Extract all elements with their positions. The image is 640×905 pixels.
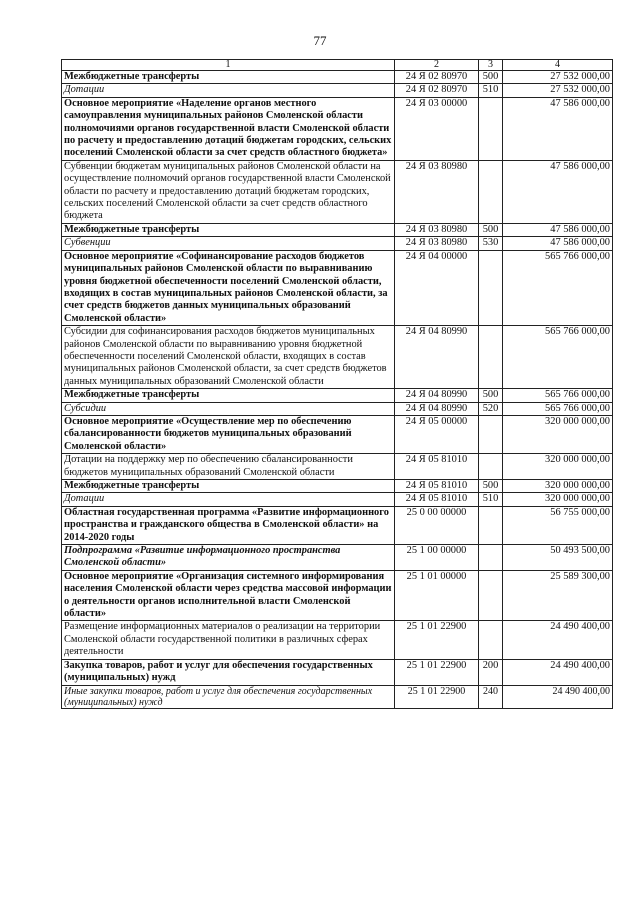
row-vr-cell (479, 506, 503, 544)
table-row (62, 71, 613, 84)
table-row (62, 506, 613, 544)
header-cell-vr: 3 (479, 60, 503, 71)
row-code-cell: 24 Я 05 81010 (395, 493, 479, 506)
row-amount-cell: 320 000 000,00 (503, 454, 613, 480)
row-amount-cell: 47 586 000,00 (503, 97, 613, 160)
table-row (62, 237, 613, 250)
row-name-cell: Иные закупки товаров, работ и услуг для обеспечения государственных (муниципальных) нужд (62, 685, 395, 709)
budget-table (61, 59, 613, 709)
row-name-cell: Межбюджетные трансферты (62, 223, 395, 236)
row-vr-cell: 500 (479, 480, 503, 493)
row-code-cell: 24 Я 02 80970 (395, 84, 479, 97)
row-vr-cell: 520 (479, 402, 503, 415)
page-number: 77 (313, 33, 327, 48)
row-code-cell: 24 Я 05 00000 (395, 415, 479, 453)
row-amount-cell: 565 766 000,00 (503, 326, 613, 389)
row-name-cell: Субвенции бюджетам муниципальных районов Смоленской области на осуществление полномочий органов государственной власти Смоленской области по расчету и предоставлению дотаций бюджетам городских, сельских поселений Смоленской области за счет средств областного бюджета (62, 160, 395, 223)
table-row (62, 545, 613, 571)
row-amount-cell: 565 766 000,00 (503, 402, 613, 415)
row-vr-cell (479, 97, 503, 160)
table-header-row (62, 60, 613, 71)
row-name-cell: Дотации (62, 84, 395, 97)
row-vr-cell: 510 (479, 493, 503, 506)
row-name-cell: Закупка товаров, работ и услуг для обеспечения государственных (муниципальных) нужд (62, 659, 395, 685)
row-vr-cell (479, 250, 503, 325)
row-code-cell: 24 Я 02 80970 (395, 71, 479, 84)
table-row (62, 415, 613, 453)
row-code-cell: 24 Я 04 80990 (395, 402, 479, 415)
row-code-cell: 24 Я 05 81010 (395, 454, 479, 480)
row-amount-cell: 24 490 400,00 (503, 685, 613, 709)
table-row (62, 570, 613, 621)
row-name-cell: Дотации (62, 493, 395, 506)
row-amount-cell: 24 490 400,00 (503, 621, 613, 659)
row-amount-cell: 320 000 000,00 (503, 415, 613, 453)
row-vr-cell: 240 (479, 685, 503, 709)
row-code-cell: 24 Я 05 81010 (395, 480, 479, 493)
row-name-cell: Основное мероприятие «Организация системного информирования населения Смоленской области через средства массовой информации о деятельности органов исполнительной власти Смоленской области» (62, 570, 395, 621)
table-row (62, 659, 613, 685)
row-code-cell: 24 Я 04 00000 (395, 250, 479, 325)
row-code-cell: 24 Я 03 80980 (395, 160, 479, 223)
row-vr-cell: 500 (479, 223, 503, 236)
row-amount-cell: 320 000 000,00 (503, 480, 613, 493)
row-amount-cell: 24 490 400,00 (503, 659, 613, 685)
row-amount-cell: 47 586 000,00 (503, 223, 613, 236)
row-vr-cell: 530 (479, 237, 503, 250)
row-vr-cell (479, 415, 503, 453)
row-name-cell: Размещение информационных материалов о реализации на территории Смоленской области государственной политики в различных сферах деятельности (62, 621, 395, 659)
row-name-cell: Межбюджетные трансферты (62, 480, 395, 493)
row-code-cell: 24 Я 04 80990 (395, 389, 479, 402)
row-code-cell: 25 1 00 00000 (395, 545, 479, 571)
row-vr-cell (479, 621, 503, 659)
row-amount-cell: 27 532 000,00 (503, 84, 613, 97)
row-code-cell: 25 0 00 00000 (395, 506, 479, 544)
row-vr-cell (479, 545, 503, 571)
table-row (62, 402, 613, 415)
row-vr-cell: 510 (479, 84, 503, 97)
table-row (62, 97, 613, 160)
row-name-cell: Основное мероприятие «Осуществление мер по обеспечению сбалансированности бюджетов муниципальных образований Смоленской области» (62, 415, 395, 453)
row-name-cell: Субсидии для софинансирования расходов бюджетов муниципальных районов Смоленской области по выравниванию уровня бюджетной обеспеченности поселений Смоленской области, входящих в состав муниципальных районов Смоленской области, за счет средств бюджетов данных муниципальных образований Смоленской области (62, 326, 395, 389)
row-name-cell: Основное мероприятие «Наделение органов местного самоуправления муниципальных районов Смоленской области полномочиями органов государственной власти Смоленской области по расчету и предоставлению дотаций бюджетам городских, сельских поселений Смоленской области за счет средств областного бюджета» (62, 97, 395, 160)
row-amount-cell: 565 766 000,00 (503, 389, 613, 402)
table-row (62, 84, 613, 97)
row-amount-cell: 47 586 000,00 (503, 237, 613, 250)
header-cell-amount: 4 (503, 60, 613, 71)
table-row (62, 480, 613, 493)
row-code-cell: 24 Я 03 80980 (395, 223, 479, 236)
row-code-cell: 25 1 01 00000 (395, 570, 479, 621)
row-amount-cell: 320 000 000,00 (503, 493, 613, 506)
table-row (62, 250, 613, 325)
row-vr-cell (479, 454, 503, 480)
row-vr-cell (479, 326, 503, 389)
row-amount-cell: 56 755 000,00 (503, 506, 613, 544)
header-cell-name: 1 (62, 60, 395, 71)
table-row (62, 160, 613, 223)
row-vr-cell: 500 (479, 71, 503, 84)
row-name-cell: Основное мероприятие «Софинансирование расходов бюджетов муниципальных районов Смоленской области по выравниванию уровня бюджетной обеспеченности поселений Смоленской области, входящих в состав муниципальных районов Смоленской области, за счет средств бюджетов данных муниципальных образований Смоленской области» (62, 250, 395, 325)
header-cell-code: 2 (395, 60, 479, 71)
row-vr-cell (479, 570, 503, 621)
row-amount-cell: 27 532 000,00 (503, 71, 613, 84)
row-code-cell: 25 1 01 22900 (395, 659, 479, 685)
row-code-cell: 24 Я 03 80980 (395, 237, 479, 250)
row-name-cell: Подпрограмма «Развитие информационного пространства Смоленской области» (62, 545, 395, 571)
row-name-cell: Межбюджетные трансферты (62, 389, 395, 402)
row-amount-cell: 50 493 500,00 (503, 545, 613, 571)
row-amount-cell: 25 589 300,00 (503, 570, 613, 621)
row-code-cell: 25 1 01 22900 (395, 621, 479, 659)
row-amount-cell: 565 766 000,00 (503, 250, 613, 325)
row-name-cell: Субсидии (62, 402, 395, 415)
row-code-cell: 25 1 01 22900 (395, 685, 479, 709)
row-vr-cell: 500 (479, 389, 503, 402)
row-code-cell: 24 Я 03 00000 (395, 97, 479, 160)
row-code-cell: 24 Я 04 80990 (395, 326, 479, 389)
table-row (62, 454, 613, 480)
row-name-cell: Областная государственная программа «Развитие информационного пространства и гражданского общества в Смоленской области» на 2014-2020 годы (62, 506, 395, 544)
row-name-cell: Субвенции (62, 237, 395, 250)
row-amount-cell: 47 586 000,00 (503, 160, 613, 223)
table-row (62, 493, 613, 506)
row-name-cell: Межбюджетные трансферты (62, 71, 395, 84)
row-name-cell: Дотации на поддержку мер по обеспечению сбалансированности бюджетов муниципальных образований Смоленской области (62, 454, 395, 480)
table-row (62, 326, 613, 389)
table-row (62, 621, 613, 659)
row-vr-cell: 200 (479, 659, 503, 685)
table-row (62, 389, 613, 402)
table-row (62, 223, 613, 236)
table-row (62, 685, 613, 709)
row-vr-cell (479, 160, 503, 223)
